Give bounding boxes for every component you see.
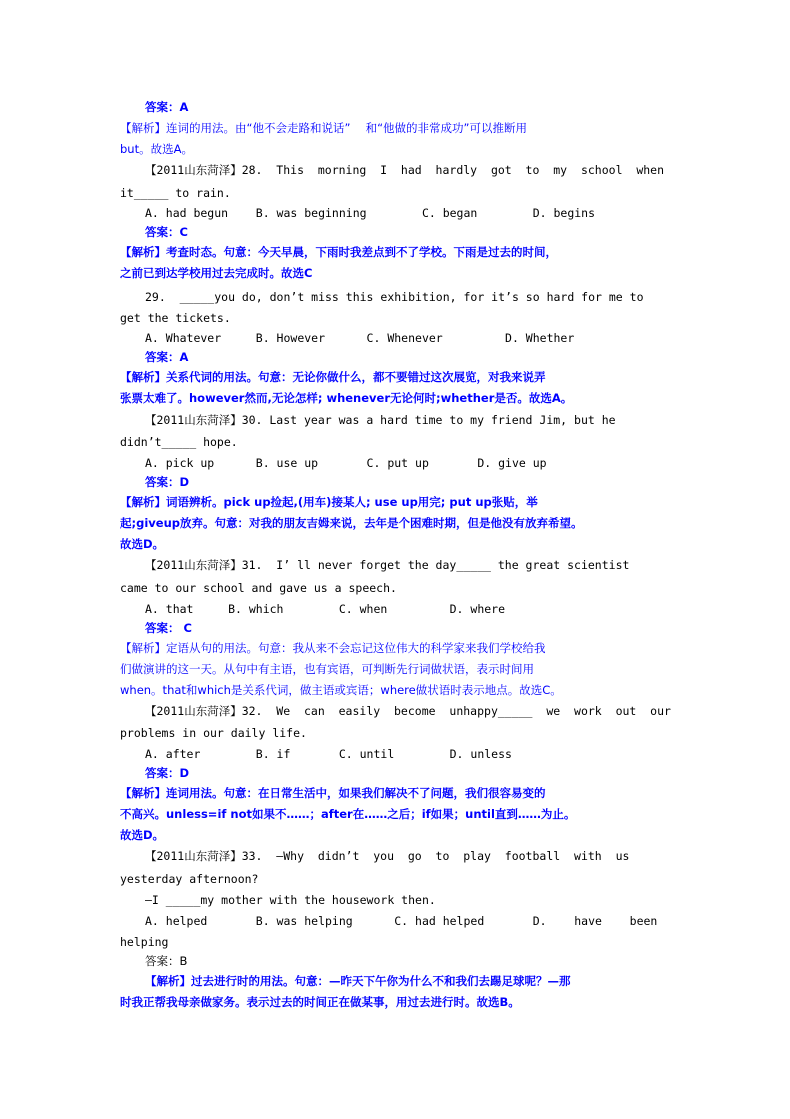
text-line: 【2011山东菏泽】28. This morning I had hardly got to my school when: [145, 163, 665, 177]
text-line: 【解析】过去进行时的用法。句意：—昨天下午你为什么不和我们去踢足球呢？—那: [145, 974, 571, 988]
text-line: 答案：C: [145, 225, 188, 239]
text-line: 【解析】连词的用法。由“他不会走路和说话” 和“他做的非常成功”可以推断用: [120, 121, 527, 135]
text-line: when。that和which是关系代词，做主语或宾语；where做状语时表示地点。故选C。: [120, 683, 562, 697]
text-line: 起;giveup放弃。句意：对我的朋友吉姆来说，去年是个困难时期，但是他没有放弃希望。: [120, 516, 583, 530]
text-line: 时我正帮我母亲做家务。表示过去的时间正在做某事，用过去进行时。故选B。: [120, 995, 520, 1009]
text-line: A. after B. if C. until D. unless: [145, 747, 512, 761]
text-line: 之前已到达学校用过去完成时。故选C: [120, 266, 313, 280]
text-line: —I _____my mother with the housework then.: [145, 893, 436, 907]
text-line: 【解析】连词用法。句意：在日常生活中，如果我们解决不了问题，我们很容易变的: [120, 786, 546, 800]
text-line: 【2011山东菏泽】32. We can easily become unhappy_____ we work out our: [145, 704, 671, 718]
text-line: get the tickets.: [120, 311, 231, 325]
text-line: A. had begun B. was beginning C. began D. begins: [145, 206, 596, 220]
text-line: A. helped B. was helping C. had helped D. have been: [145, 914, 658, 928]
text-line: A. pick up B. use up C. put up D. give up: [145, 456, 547, 470]
text-line: 【2011山东菏泽】31. I’ ll never forget the day_____ the great scientist: [145, 558, 630, 572]
text-line: 【2011山东菏泽】30. Last year was a hard time to my friend Jim, but he: [145, 413, 616, 427]
text-line: 29. _____you do, don’t miss this exhibition, for it’s so hard for me to: [145, 290, 644, 304]
text-line: 【解析】考查时态。句意：今天早晨，下雨时我差点到不了学校。下雨是过去的时间，: [120, 245, 557, 259]
text-line: 不高兴。unless=if not如果不……；after在……之后；if如果；until直到……为止。: [120, 807, 576, 821]
text-line: 【解析】关系代词的用法。句意：无论你做什么，都不要错过这次展览，对我来说弄: [120, 370, 546, 384]
text-line: it_____ to rain.: [120, 186, 231, 200]
text-line: yesterday afternoon?: [120, 872, 259, 886]
text-line: 答案：A: [145, 350, 189, 364]
text-line: 张票太难了。however然而,无论怎样; whenever无论何时;whether是否。故选A。: [120, 391, 573, 405]
text-line: 【2011山东菏泽】33. —Why didn’t you go to play football with us: [145, 849, 630, 863]
text-line: 答案：D: [145, 475, 190, 489]
text-line: 答案：A: [145, 100, 189, 114]
text-line: 【解析】定语从句的用法。句意：我从来不会忘记这位伟大的科学家来我们学校给我: [120, 641, 546, 655]
text-line: 答案：B: [145, 954, 188, 968]
text-line: 故选D。: [120, 537, 165, 551]
text-line: but。故选A。: [120, 142, 193, 156]
text-line: 答案： C: [145, 621, 192, 635]
text-line: didn’t_____ hope.: [120, 435, 238, 449]
text-line: A. that B. which C. when D. where: [145, 602, 506, 616]
text-line: 【解析】词语辨析。pick up捡起,(用车)接某人; use up用完; put up张贴，举: [120, 495, 538, 509]
text-line: A. Whatever B. However C. Whenever D. Whether: [145, 331, 575, 345]
text-line: 们做演讲的这一天。从句中有主语，也有宾语，可判断先行词做状语，表示时间用: [120, 662, 534, 676]
text-line: 故选D。: [120, 828, 165, 842]
text-line: 答案：D: [145, 766, 190, 780]
text-line: came to our school and gave us a speech.: [120, 581, 397, 595]
text-line: helping: [120, 935, 169, 949]
text-line: problems in our daily life.: [120, 726, 307, 740]
